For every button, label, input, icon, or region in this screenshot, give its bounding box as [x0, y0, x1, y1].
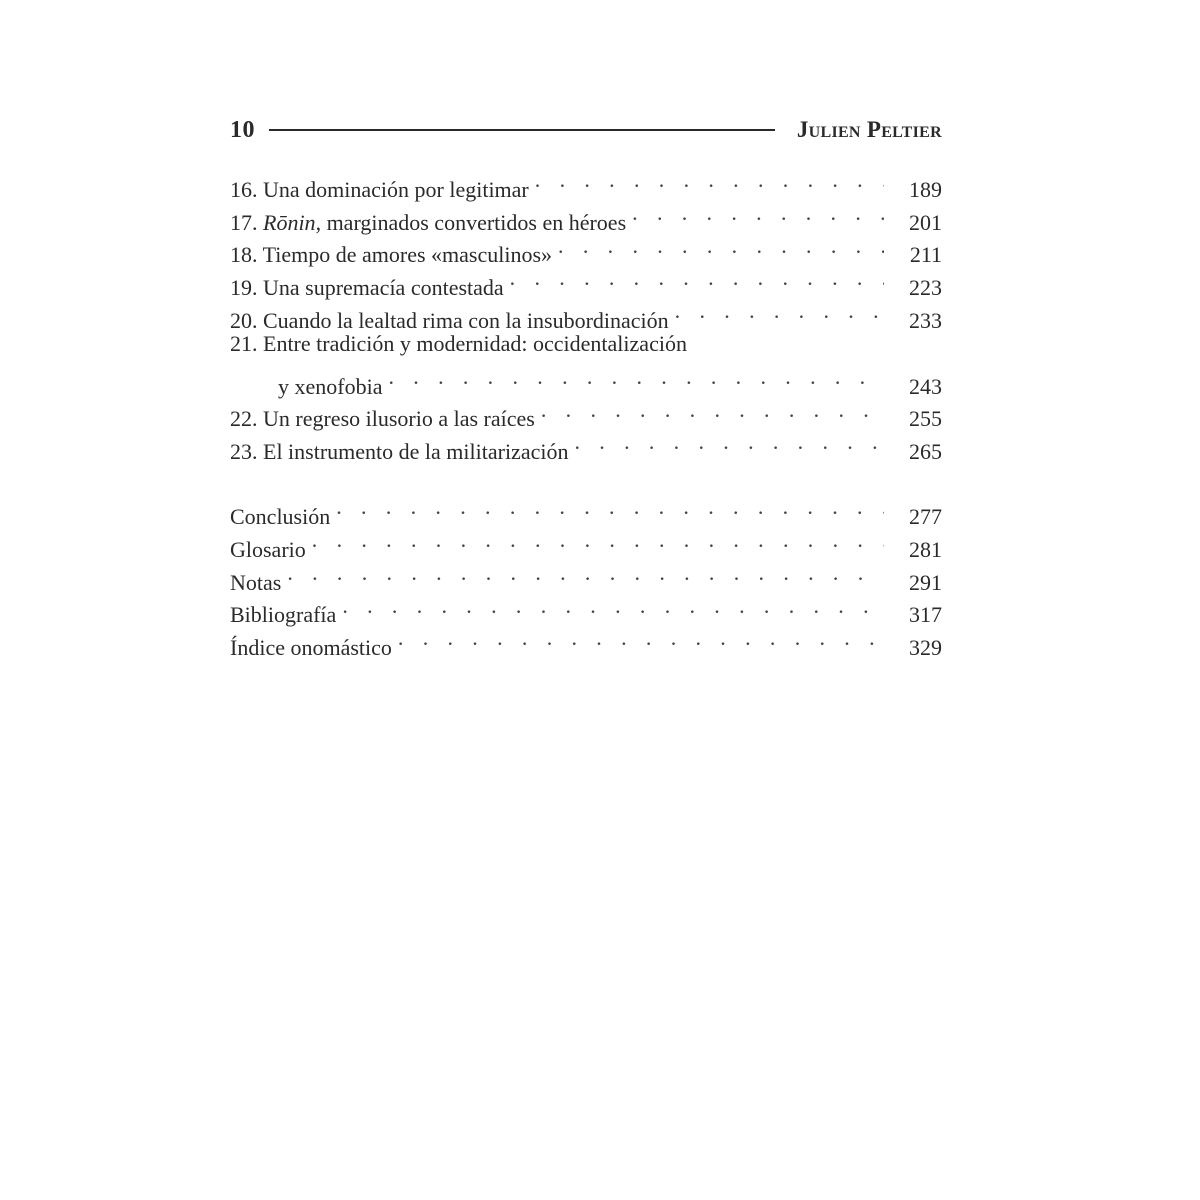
entry-page: 329: [909, 635, 942, 661]
entry-page: 201: [909, 209, 942, 235]
entry-italic-term: Rōnin: [263, 209, 316, 235]
dot-leader: [675, 295, 884, 328]
entry-title: Índice onomástico: [230, 635, 392, 661]
entry-page: 277: [909, 503, 942, 529]
entry-title: Bibliografía: [230, 602, 337, 628]
entry-title: 16. Una dominación por legitimar: [230, 176, 529, 202]
running-head: [230, 112, 942, 148]
entry-title: 23. El instrumento de la militarización: [230, 439, 569, 465]
entry-page: 233: [909, 307, 942, 333]
dot-leader: [535, 164, 884, 197]
toc-entry-bibliography: [230, 590, 942, 628]
entry-page: 255: [909, 406, 942, 432]
entry-page: 223: [909, 275, 942, 301]
dot-leader: [574, 426, 884, 459]
toc-entry-notes: [230, 557, 942, 595]
page-number: 10: [230, 116, 255, 143]
dot-leader: [541, 394, 884, 427]
entry-page: 211: [909, 242, 942, 268]
entry-page: 281: [909, 536, 942, 562]
entry-page: 265: [909, 439, 942, 465]
entry-page: 317: [909, 602, 942, 628]
table-of-contents: [230, 164, 942, 661]
header-rule: [269, 129, 775, 131]
entry-page: 189: [909, 176, 942, 202]
toc-entry-21: [230, 328, 942, 361]
toc-entry-glossary: [230, 524, 942, 562]
entry-title: 18. Tiempo de amores «masculinos»: [230, 242, 553, 268]
entry-title-rest: , marginados convertidos en héroes: [315, 209, 627, 235]
toc-entry-conclusion: [230, 491, 942, 529]
toc-entry-16: [230, 164, 942, 202]
dot-leader: [388, 361, 884, 394]
dot-leader: [287, 557, 884, 590]
entry-number: 17.: [230, 209, 263, 235]
author-name: Julien Peltier: [796, 117, 942, 142]
entry-title: Notas: [230, 569, 282, 595]
dot-leader: [312, 524, 884, 557]
dot-leader: [398, 622, 884, 655]
entry-title: Conclusión: [230, 503, 331, 529]
entry-title: Glosario: [230, 536, 306, 562]
entry-title: 20. Cuando la lealtad rima con la insubordinación: [230, 307, 669, 333]
entry-title: 22. Un regreso ilusorio a las raíces: [230, 406, 535, 432]
dot-leader: [342, 590, 884, 623]
entry-page: 291: [909, 569, 942, 595]
dot-leader: [510, 262, 884, 295]
dot-leader: [558, 230, 884, 263]
toc-entry-index: [230, 622, 942, 661]
entry-title: 21. Entre tradición y modernidad: occidentalización: [230, 330, 687, 356]
book-page: [230, 112, 942, 661]
entry-title-continuation: y xenofobia: [278, 373, 383, 399]
dot-leader: [336, 491, 884, 524]
entry-page: 243: [909, 373, 942, 399]
dot-leader: [632, 197, 884, 230]
entry-title: 19. Una supremacía contestada: [230, 275, 504, 301]
toc-entry-21-continuation: [230, 361, 942, 399]
